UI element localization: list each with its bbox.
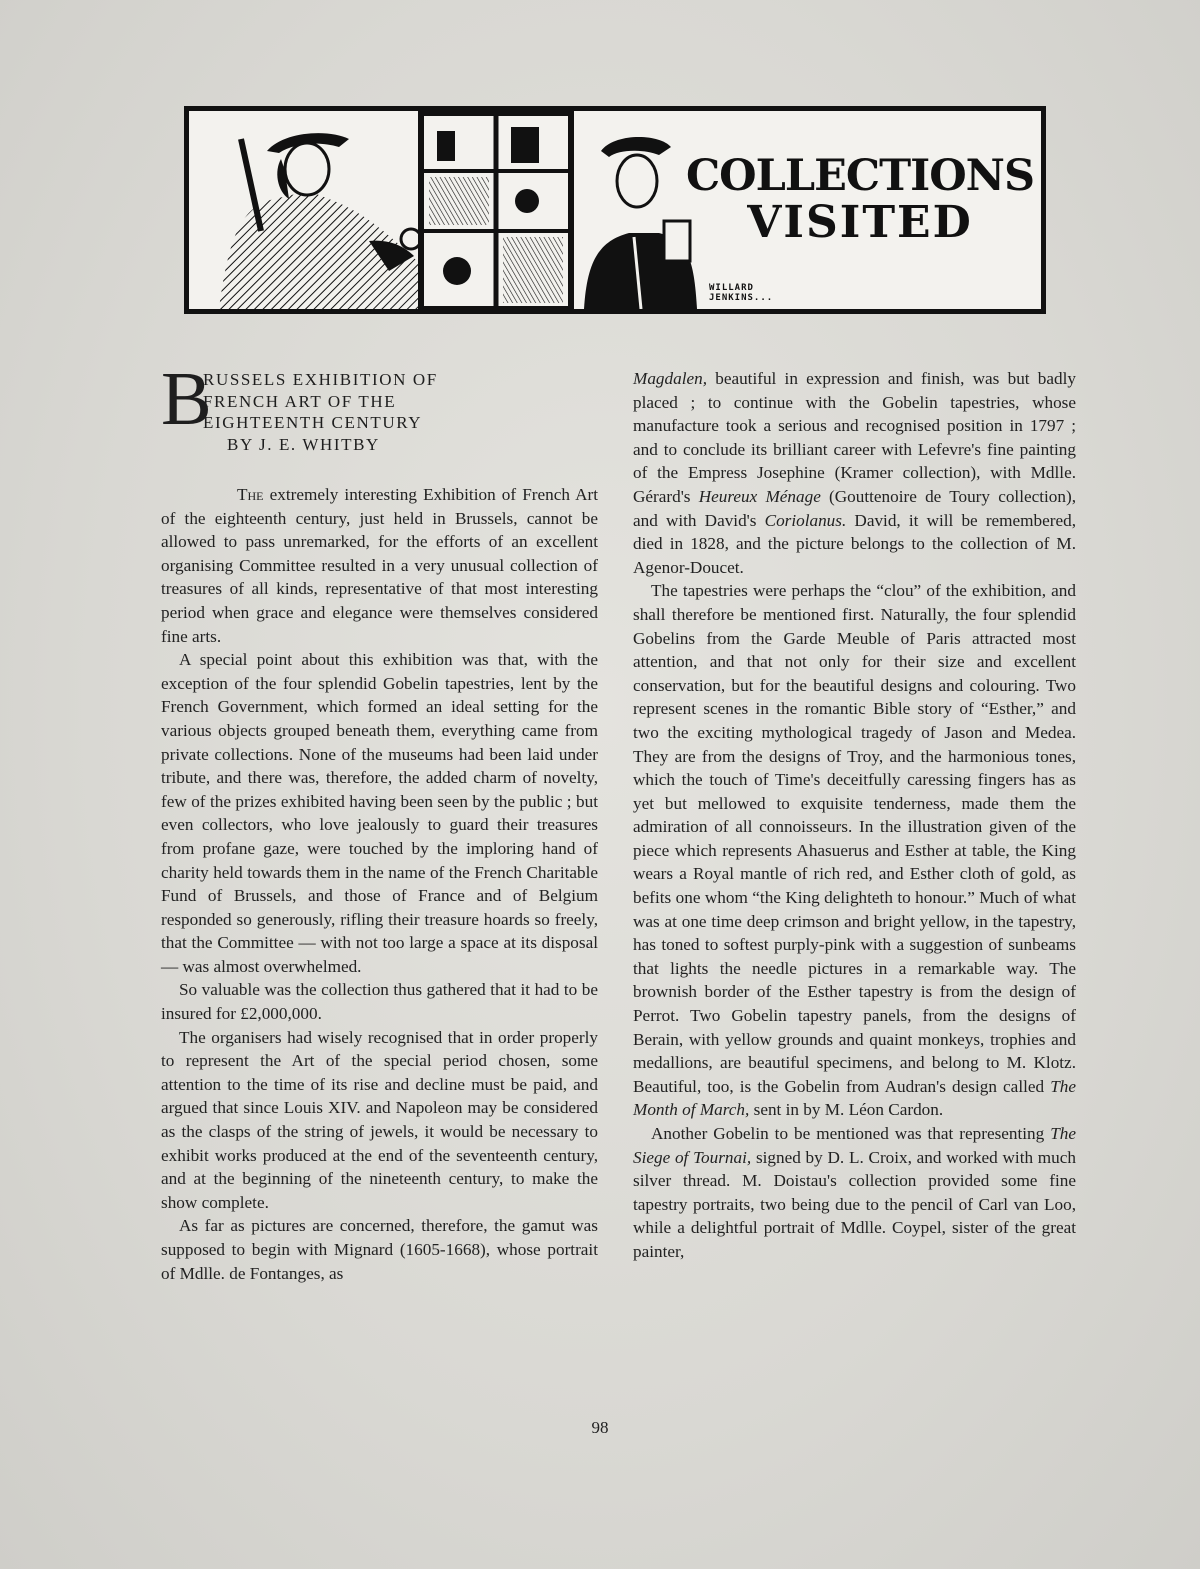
banner-title-line1: COLLECTIONS [685, 151, 1035, 201]
heading-line2: FRENCH ART OF THE [203, 391, 397, 411]
paragraph: As far as pictures are concerned, therefore, the gamut was supposed to begin with Mignard (1605-1668), whose portrait of Mdlle. de Fontanges, as [161, 1216, 598, 1283]
paragraph [633, 367, 1076, 579]
paragraph-text: extremely interesting Exhibition of French Art of the eighteenth century, just held in Brussels, cannot be allowed to pass unremarked, for the efforts of an excellent organising Committee resulted in a very unusual collection of treasures of all kinds, representative of that most interesting period when grace and elegance were themselves considered fine arts. [161, 485, 598, 646]
italic-title: Coriolanus. [764, 510, 847, 530]
italic-title: Magdalen, [633, 369, 707, 388]
page-number: 98 [591, 1418, 609, 1437]
paragraph: So valuable was the collection thus gathered that it had to be insured for £2,000,000. [161, 980, 598, 1024]
heading-line1: RUSSELS EXHIBITION OF [203, 370, 438, 389]
heading-line3: EIGHTEENTH CENTURY [203, 413, 423, 432]
paragraph: The organisers had wisely recognised that in order properly to represent the Art of the special period chosen, some attention to the time of its rise and decline must be paid, and argued that since Louis XIV. and Napoleon may be considered as the clasps of the string of jewels, it would be necessary to exhibit works produced at the end of the seventeenth century, and at the beginning of the nineteenth century, to make the show complete. [161, 1027, 598, 1212]
artist-signature [709, 283, 773, 303]
paragraph [633, 579, 1076, 1122]
italic-title: The Siege of Tournai, [633, 1124, 1076, 1167]
article-heading [161, 357, 598, 461]
header-banner [184, 106, 1046, 314]
heading-lines [203, 369, 438, 455]
paragraph-text: David, it will be remembered, died in 1828, and the picture belongs to the collection of M. Agenor-Doucet. [633, 510, 1076, 577]
paragraph: A special point about this exhibition was that, with the exception of the four splendid Gobelin tapestries, lent by the French Government, which formed an ideal setting for the various objects grouped beneath them, everything came from private collections. None of the museums had been laid under tribute, and there was, therefore, the added charm of novelty, few of the prizes exhibited having been seen by the public ; but even collectors, who love jealously to guard their treasures from profane gaze, were touched by the imploring hand of charity held towards them in the name of the French Charitable Fund of Brussels, and those of France and of Belgium responded so generously, rifling their treasure hoards so freely, that the Committee — with not too large a space at its disposal — was almost overwhelmed. [161, 650, 598, 976]
paragraph-text: The tapestries were perhaps the “clou” of the exhibition, and shall therefore be mentioned first. Naturally, the four splendid Gobelins from the Garde Meuble of Paris attracted most attention, and that not only for their size and excellent conservation, but for the beautiful designs and colouring. Two represent scenes in the romantic Bible story of “Esther,” and two the exciting mythological tragedy of Jason and Medea. They are from the designs of Troy, and the harmonious tones, which the touch of Time's deceitfully caressing fingers has as yet but mellowed to exquisite tenderness, made them the admiration of all connoisseurs. In the illustration given of the piece which represents Ahasuerus and Esther at table, the King wears a Royal mantle of rich red, and Esther cloth of gold, as befits one whom “the King delighteth to honour.” Much of what was at one time deep crimson and bright yellow, in the tapestry, has toned to softest purply-pink with a suggestion of sunbeams that lights the needle pictures in a remarkable way. The brownish border of the Esther tapestry is from the design of Perrot. Two Gobelin tapestry panels, from the designs of Berain, with yellow grounds and quaint monkeys, trophies and medallions, are beautiful specimens, and belong to M. Klotz. Beautiful, too, is the Gobelin from Audran's design called [633, 581, 1076, 1096]
paragraph [161, 483, 598, 648]
display-cabinet [421, 113, 571, 309]
paragraph-lead: The [237, 485, 264, 504]
gentleman-figure [219, 133, 449, 309]
paragraph-text: (Gouttenoire de Toury collection), and with David's [633, 486, 1076, 530]
left-column [161, 357, 598, 1285]
drop-cap: B [161, 357, 212, 441]
article-byline: BY J. E. WHITBY [227, 434, 380, 454]
paragraph-text: beautiful in expression and finish, was but badly placed ; to continue with the Gobelin tapestries, whose manufacture took a serious and recognised position in 1797 ; and to conclude its brilliant career with Lefevre's fine painting of the Empress Josephine (Kramer collection), with Mdlle. Gérard's [633, 369, 1076, 506]
signature-line1: WILLARD [709, 283, 754, 293]
paragraph [633, 1122, 1076, 1264]
banner-title-line2: VISITED [747, 197, 973, 249]
paragraph-text: signed by D. L. Croix, and worked with much silver thread. M. Doistau's collection provided some fine tapestry portraits, two being due to the pencil of Carl van Loo, while a delightful portrait of Mdlle. Coypel, sister of the great painter, [633, 1147, 1076, 1261]
paragraph-text: Another Gobelin to be mentioned was that representing [651, 1124, 1051, 1143]
paragraph-text: sent in by M. Léon Cardon. [749, 1100, 944, 1120]
italic-title: The Month of March, [633, 1076, 1076, 1120]
banner-title [677, 153, 1043, 247]
italic-title: Heureux Ménage [698, 486, 821, 506]
signature-line2: JENKINS... [709, 293, 774, 303]
right-column [633, 367, 1076, 1264]
